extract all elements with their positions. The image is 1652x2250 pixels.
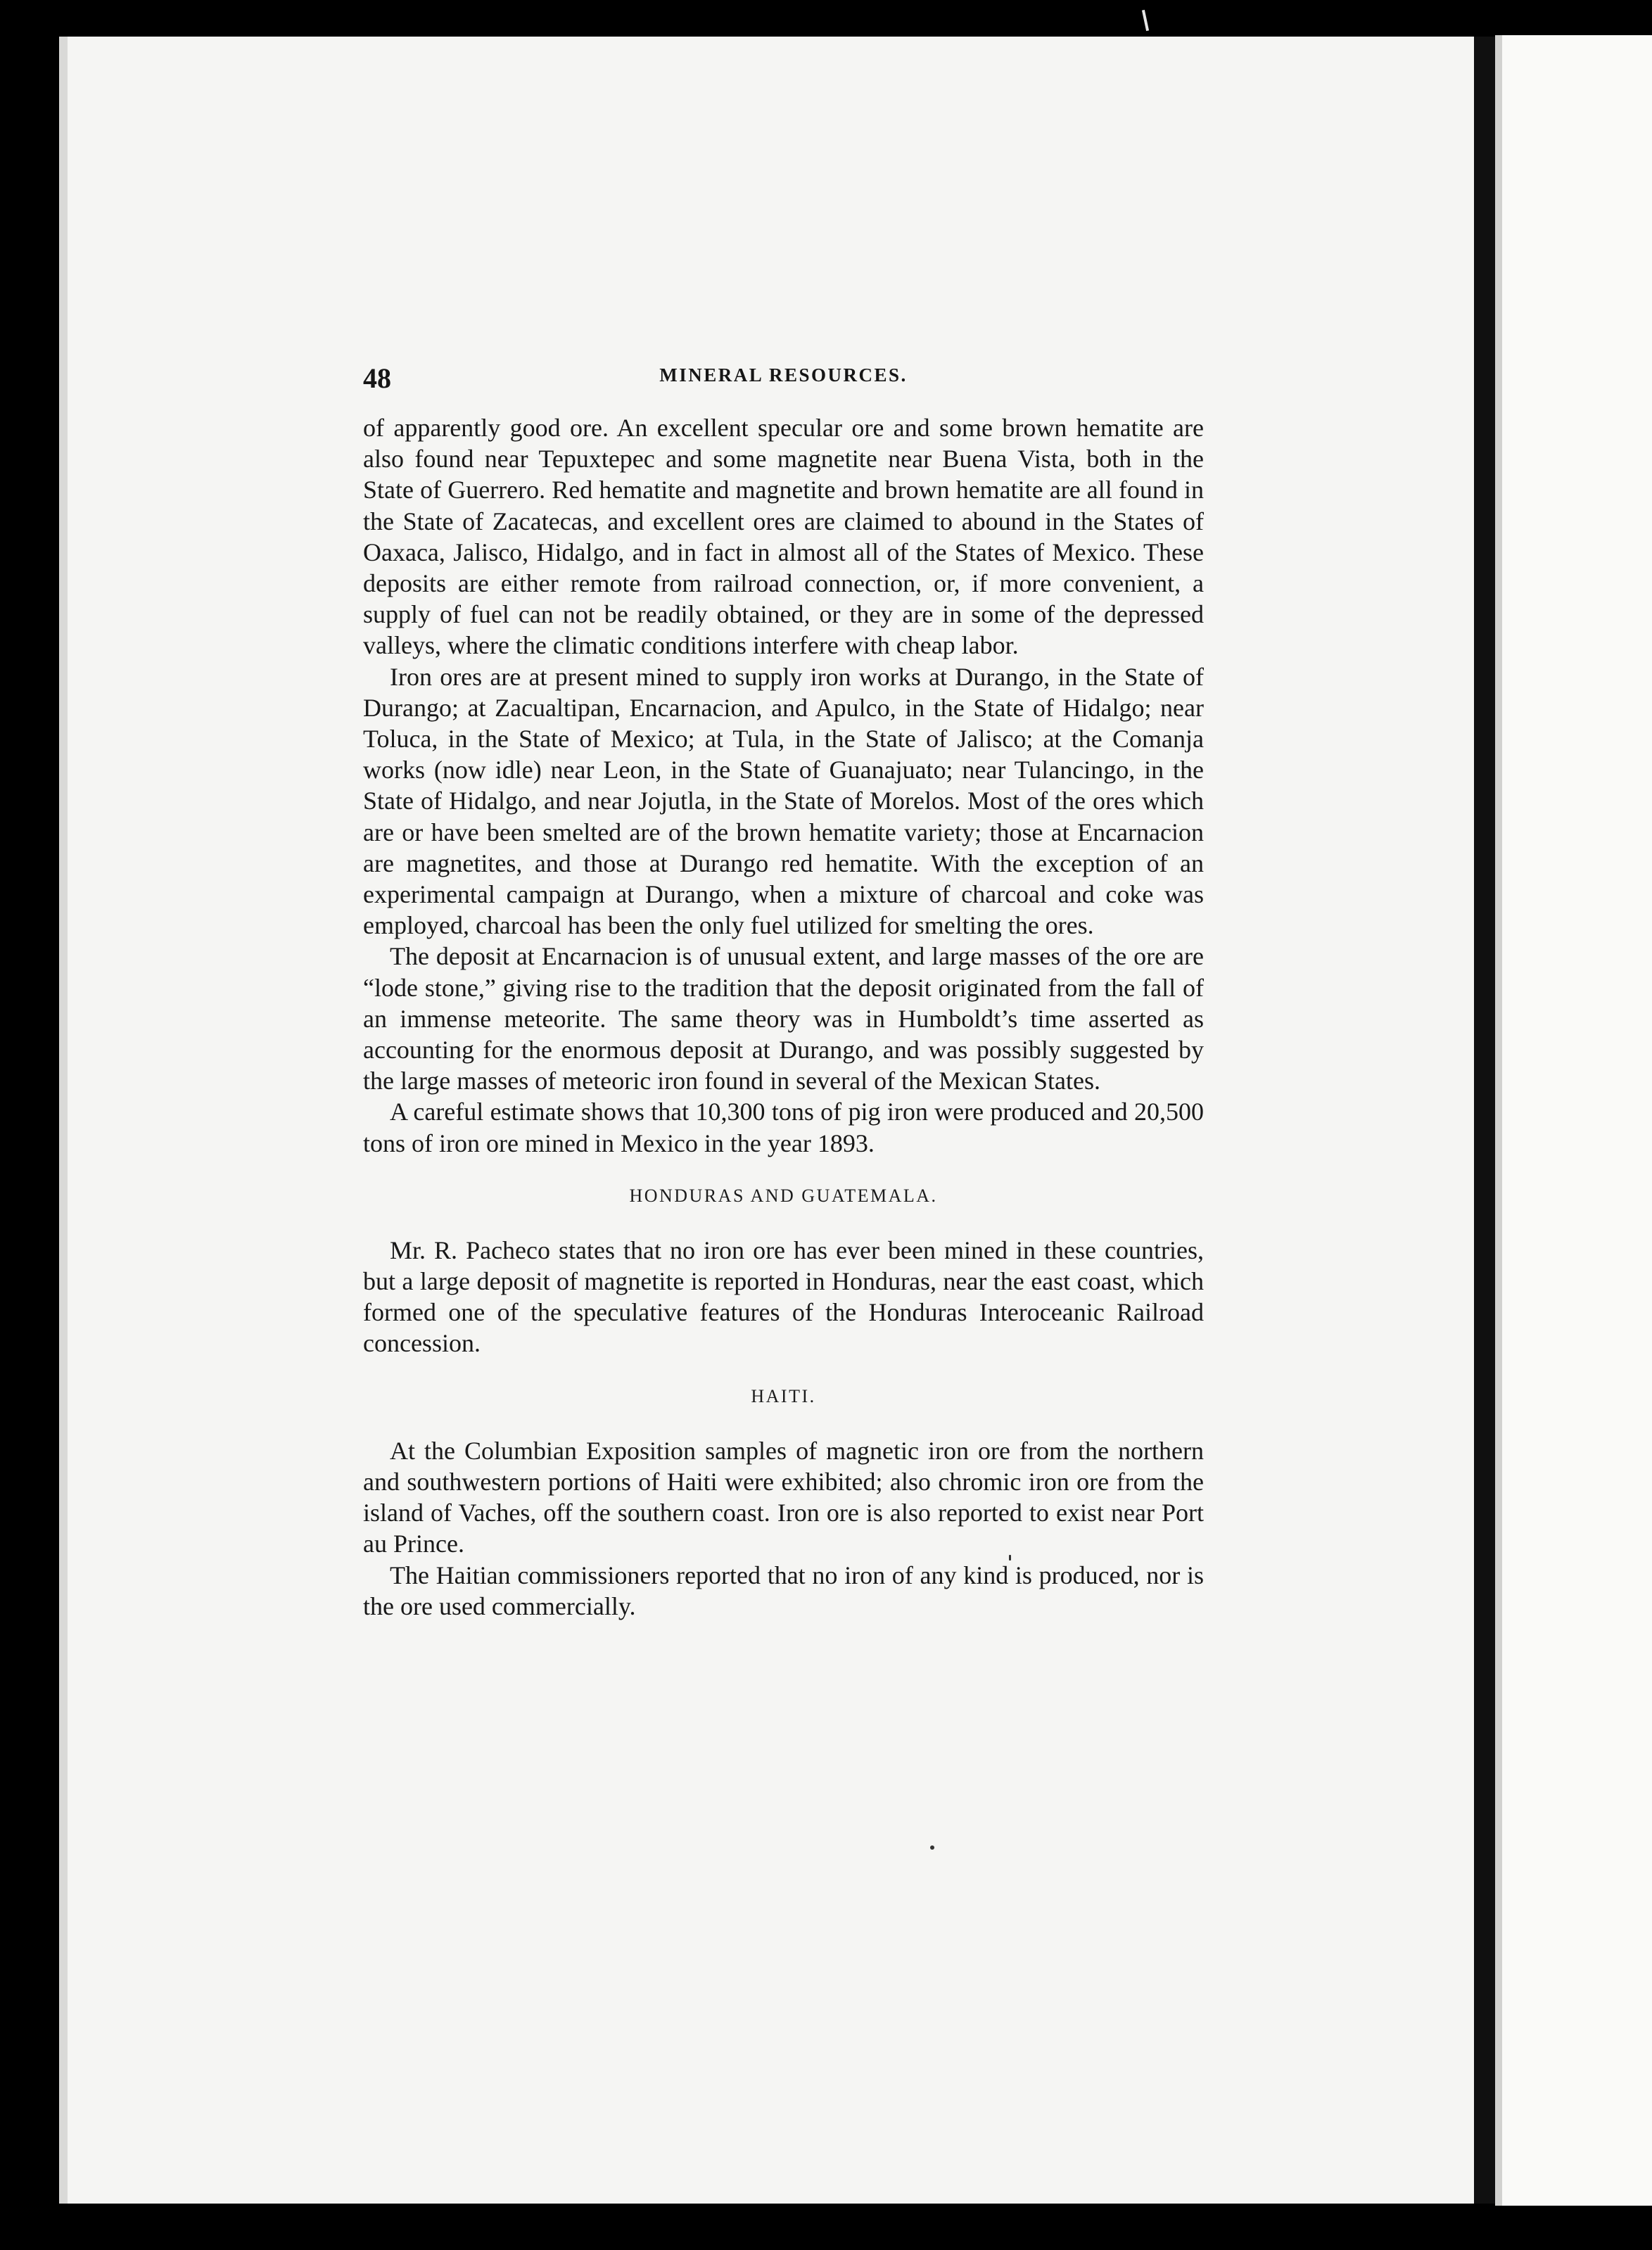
paragraph-iron-works: Iron ores are at present mined to supply iron works at Durango, in the State of Durango; at Zacualtipan, Encarnacion, and Apulco, in the State of Hidalgo; near Toluca, in the State of Mexico; at Tula, in the State of Jalisco; at the Comanja works (now idle) near Leon, in the State of Guanajuato; near Tulancingo, in the State of Hidalgo, and near Jojutla, in the State of Morelos. Most of the ores which are or have been smelted are of the brown hematite variety; those at Encarnacion are magnetites, and those at Durango red hematite. With the exception of an experimental campaign at Durango, when a mixture of charcoal and coke was employed, charcoal has been the only fuel utilized for smelting the ores. — [363, 662, 1204, 940]
body-text — [363, 412, 1204, 1622]
section-heading-honduras-guatemala: HONDURAS AND GUATEMALA. — [629, 1185, 938, 1206]
page-number: 48 — [363, 362, 391, 394]
adjacent-page — [1495, 35, 1652, 2206]
paragraph-haiti-commissioners: The Haitian commissioners reported that no iron of any kind is produced, nor is the ore used commercially. — [363, 1561, 1204, 1620]
scan-artifact-mark — [1142, 10, 1149, 31]
book-gutter — [1474, 37, 1495, 2204]
page-header — [363, 362, 1204, 397]
paragraph-honduras: Mr. R. Pacheco states that no iron ore has ever been mined in these countries, but a large deposit of magnetite is reported in Honduras, near the east coast, which formed one of the speculative features of the Honduras Interoceanic Railroad concession. — [363, 1235, 1204, 1358]
page-edge-shadow — [59, 37, 68, 2204]
section-heading-haiti: HAITI. — [751, 1385, 816, 1406]
paragraph-encarnacion: The deposit at Encarnacion is of unusual extent, and large masses of the ore are “lode stone,” giving rise to the tradition that the deposit originated from the fall of an immense meteorite. The same theory was in Humboldt’s time asserted as accounting for the enormous deposit at Durango, and was possibly suggested by the large masses of meteoric iron found in several of the Mexican States. — [363, 942, 1204, 1095]
paragraph-continued: of apparently good ore. An excellent specular ore and some brown hematite are also found near Tepuxtepec and some magnetite near Buena Vista, both in the State of Guerrero. Red hematite and magnetite and brown hematite are all found in the State of Zacatecas, and excellent ores are claimed to abound in the States of Oaxaca, Jalisco, Hidalgo, and in fact in almost all of the States of Mexico. These deposits are either remote from railroad connection, or, if more convenient, a supply of fuel can not be readily obtained, or they are in some of the depressed valleys, where the climatic conditions interfere with cheap labor. — [363, 414, 1204, 660]
scan-speck — [930, 1845, 934, 1850]
paragraph-haiti-exposition: At the Columbian Exposition samples of magnetic iron ore from the northern and southwestern portions of Haiti were exhibited; also chromic iron ore from the island of Vaches, off the southern coast. Iron ore is also reported to exist near Port au Prince. — [363, 1436, 1204, 1558]
scan-speck — [1009, 1555, 1011, 1561]
adjacent-page-shadow — [1495, 35, 1502, 2206]
paragraph-production-estimate: A careful estimate shows that 10,300 tons of pig iron were produced and 20,500 tons of iron ore mined in Mexico in the year 1893. — [363, 1098, 1204, 1157]
running-head: MINERAL RESOURCES. — [659, 364, 908, 386]
